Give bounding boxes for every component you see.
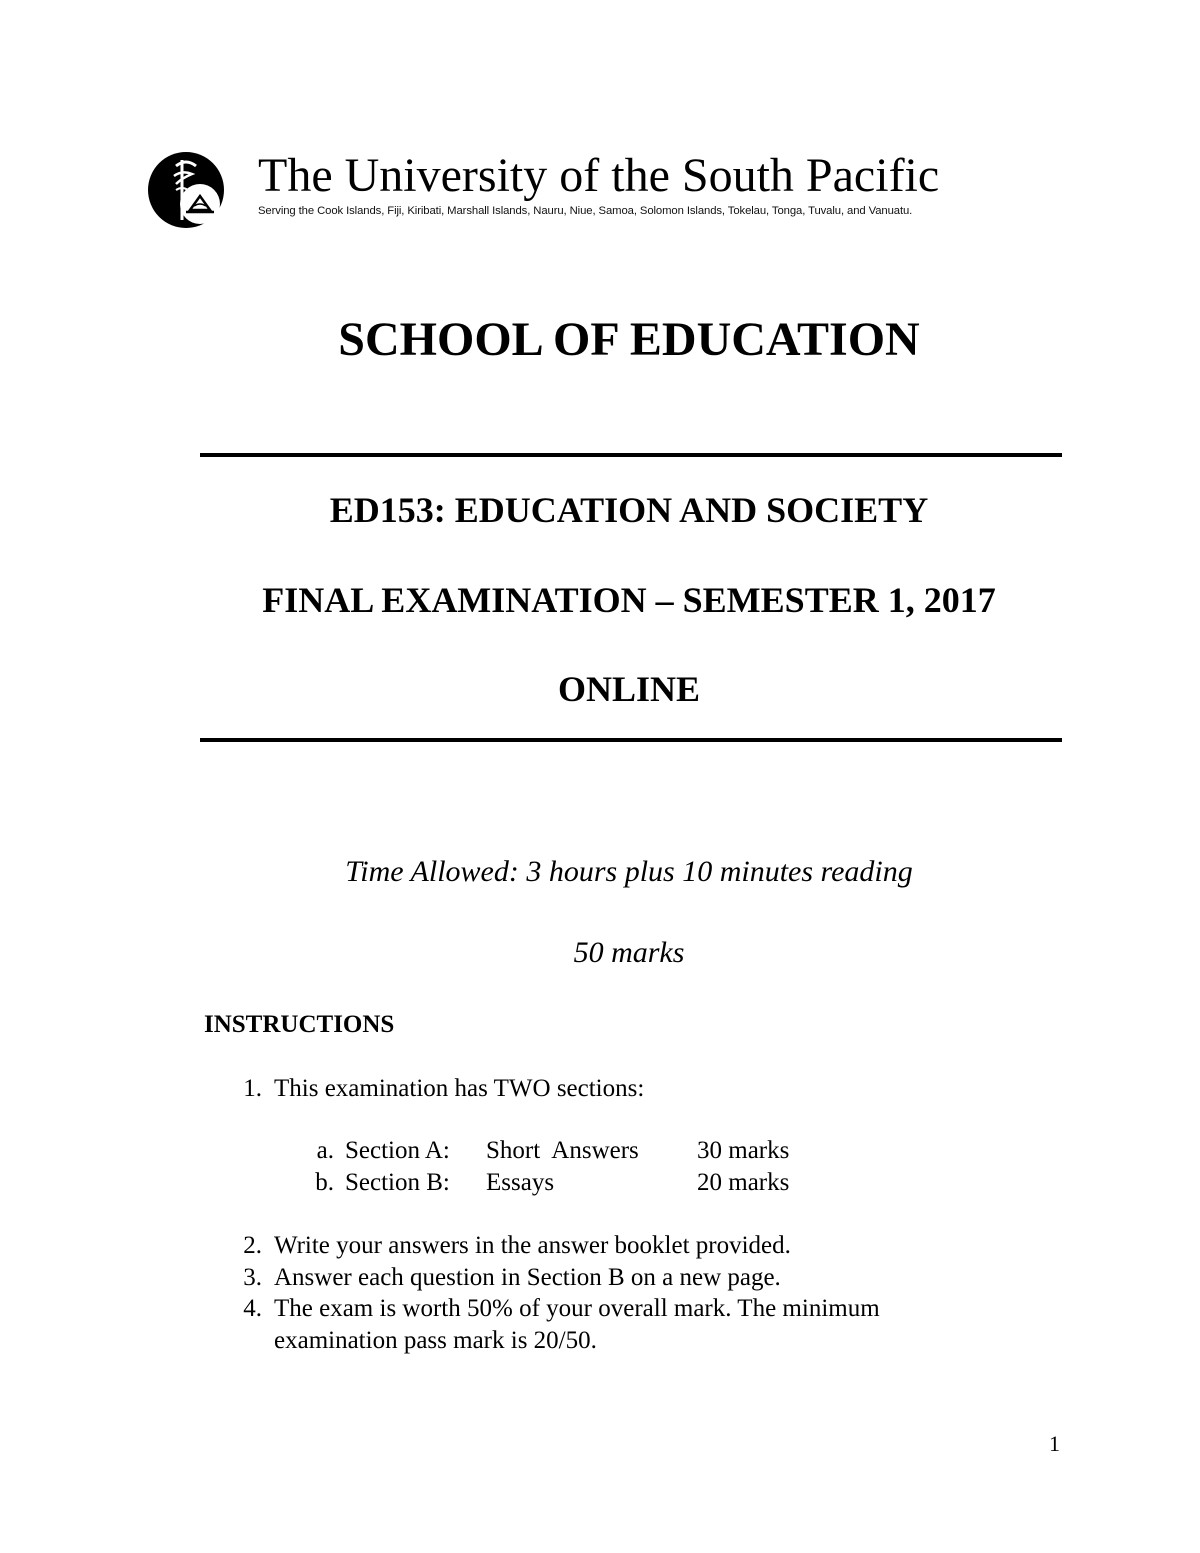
total-marks: 50 marks [573,936,685,969]
exam-mode: ONLINE [557,669,701,709]
section-letter: a. [316,1137,334,1164]
section-row [304,1167,904,1199]
university-tagline: Serving the Cook Islands, Fiji, Kiribati, Marshall Islands, Nauru, Niue, Samoa, Solomon Islands, Tokelau, Tonga, Tuvalu, and Vanuatu. [258,205,913,217]
instruction-text: This examination has TWO sections: [274,1075,645,1102]
divider-bottom [200,738,1062,742]
instruction-number: 1. [243,1075,262,1102]
section-name: Section B: [345,1169,450,1196]
divider-top [200,453,1062,457]
instructions-heading: INSTRUCTIONS [204,1011,395,1038]
section-letter: b. [315,1169,334,1196]
instruction-number: 3. [243,1264,262,1291]
school-title: SCHOOL OF EDUCATION [338,313,920,366]
instruction-text: Write your answers in the answer booklet provided. [274,1232,791,1259]
section-row [304,1135,904,1167]
instruction-text: The exam is worth 50% of your overall mark. The minimum [274,1295,880,1322]
instruction-number: 4. [243,1295,262,1322]
course-title: ED153: EDUCATION AND SOCIETY [329,490,929,530]
instruction-number: 2. [243,1232,262,1259]
section-type: Short Answers [486,1137,639,1164]
section-type: Essays [486,1169,555,1196]
section-marks: 30 marks [697,1137,790,1164]
exam-title: FINAL EXAMINATION – SEMESTER 1, 2017 [262,580,996,620]
university-name: The University of the South Pacific [258,149,940,202]
usp-crest-icon [146,150,226,230]
section-name: Section A: [345,1137,450,1164]
instruction-item [0,1293,1200,1357]
instruction-item [0,1073,1200,1105]
instruction-item [0,1262,1200,1294]
instruction-text: Answer each question in Section B on a new page. [274,1264,781,1291]
instruction-item [0,1230,1200,1262]
instruction-text-continued: examination pass mark is 20/50. [274,1327,597,1354]
section-marks: 20 marks [697,1169,790,1196]
time-allowed: Time Allowed: 3 hours plus 10 minutes reading [345,855,913,888]
page-number: 1 [1049,1431,1060,1456]
